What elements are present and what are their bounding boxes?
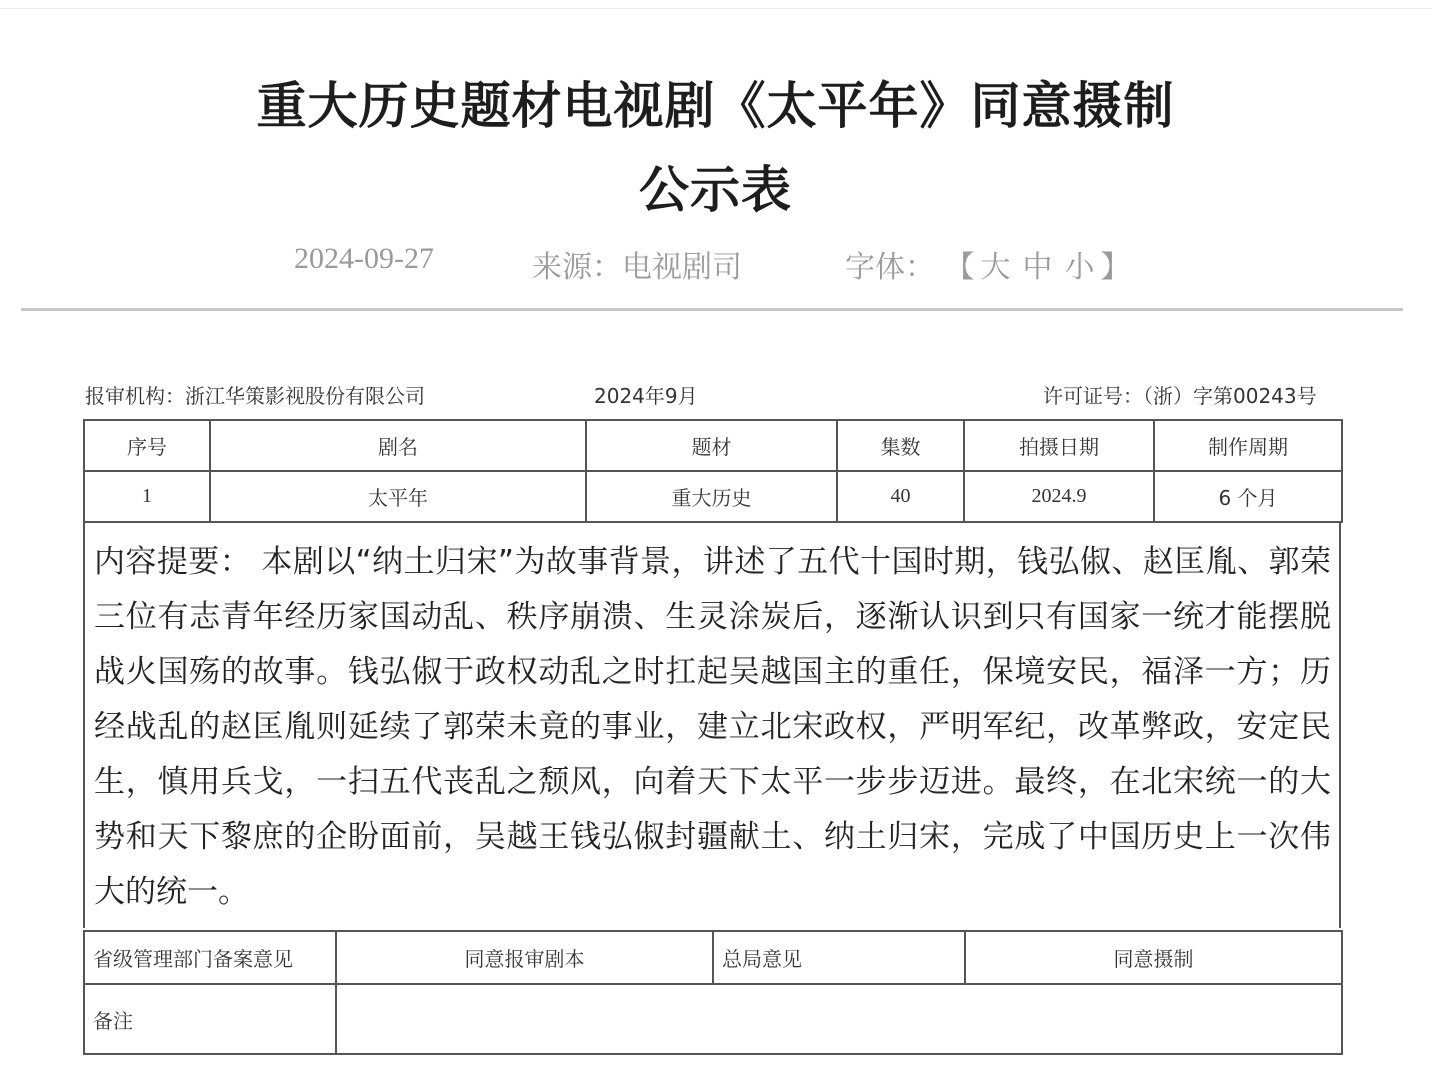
source-info	[532, 242, 742, 286]
header-divider	[21, 308, 1403, 311]
font-size-small-link[interactable]: 小	[1064, 250, 1095, 285]
content-summary: 内容提要： 本剧以“纳土归宋”为故事背景，讲述了五代十国时期，钱弘俶、赵匡胤、郭荣三位有志青年经历家国动乱、秩序崩溃、生灵涂炭后，逐渐认识到只有国家一统才能摆脱战火国殇的故事。钱弘俶于政权动乱之时扛起吴越国主的重任，保境安民，福泽一方；历经战乱的赵匡胤则延续了郭荣未竟的事业，建立北宋政权，严明军纪，改革弊政，安定民生，慎用兵戈，一扫五代丧乱之颓风，向着天下太平一步步迈进。最终，在北宋统一的大势和天下黎庶的企盼面前，吴越王钱弘俶封疆献土、纳土归宋，完成了中国历史上一次伟大的统一。	[83, 523, 1341, 928]
provincial-opinion-value: 同意报审剧本	[336, 931, 713, 984]
top-border	[0, 8, 1431, 9]
remark-value	[336, 984, 1342, 1054]
cell-index: 1	[84, 471, 210, 522]
provincial-opinion-label: 省级管理部门备案意见	[84, 931, 336, 984]
bureau-opinion-value: 同意摄制	[965, 931, 1342, 984]
publish-date: 2024-09-27	[294, 242, 434, 275]
font-size-medium-link[interactable]: 中	[1022, 250, 1053, 285]
font-bracket-open: 【	[944, 250, 975, 285]
drama-info-table	[83, 419, 1343, 523]
source-value: 电视剧司	[622, 250, 742, 285]
page-subtitle: 公示表	[639, 161, 792, 219]
submitting-org: 报审机构：浙江华策影视股份有限公司	[85, 384, 425, 408]
submission-date: 2024年9月	[594, 384, 698, 408]
bureau-opinion-label: 总局意见	[713, 931, 965, 984]
remark-label: 备注	[84, 984, 336, 1054]
col-header-production-period: 制作周期	[1154, 420, 1342, 471]
col-header-genre: 题材	[586, 420, 837, 471]
remark-row	[84, 984, 1342, 1054]
col-header-shoot-date: 拍摄日期	[964, 420, 1154, 471]
cell-episodes: 40	[837, 471, 964, 522]
license-number: 许可证号：（浙）字第00243号	[1043, 384, 1317, 408]
source-label: 来源：	[532, 250, 622, 285]
cell-genre: 重大历史	[586, 471, 837, 522]
cell-production-period: 6 个月	[1154, 471, 1342, 522]
table-row	[84, 471, 1342, 522]
cell-title: 太平年	[210, 471, 586, 522]
font-size-large-link[interactable]: 大	[980, 250, 1011, 285]
approval-table	[83, 930, 1343, 1055]
page-title: 重大历史题材电视剧《太平年》同意摄制	[256, 77, 1175, 135]
font-bracket-close: 】	[1100, 250, 1131, 285]
font-size-selector	[845, 242, 1131, 286]
font-label: 字体：	[845, 250, 935, 285]
col-header-index: 序号	[84, 420, 210, 471]
opinion-row	[84, 931, 1342, 984]
cell-shoot-date: 2024.9	[964, 471, 1154, 522]
col-header-title: 剧名	[210, 420, 586, 471]
table-header-row	[84, 420, 1342, 471]
col-header-episodes: 集数	[837, 420, 964, 471]
